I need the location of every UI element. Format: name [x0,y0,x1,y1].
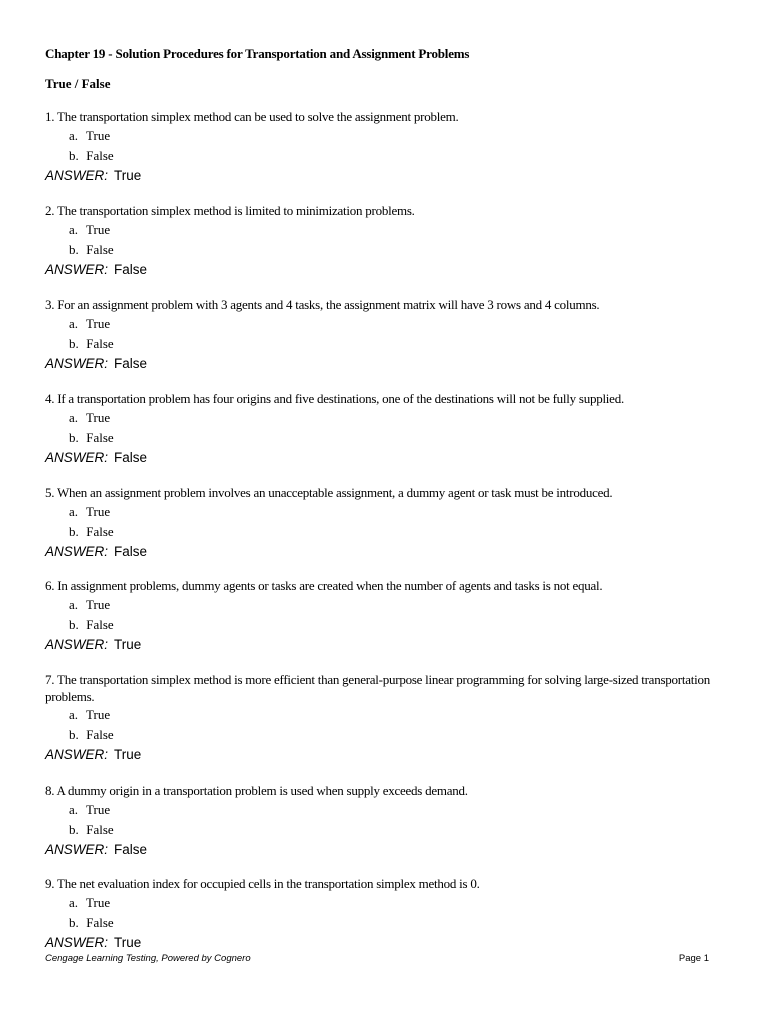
section-heading: True / False [45,76,111,91]
answer-label: ANSWER: [45,747,109,762]
answer-value: True [114,636,142,652]
option-b [69,913,725,933]
option-text: False [86,821,114,837]
option-text: False [86,241,114,257]
option-text: False [86,523,114,539]
answer-line [45,166,725,186]
option-letter: b. [69,727,79,742]
option-text: True [86,127,111,143]
option-letter: b. [69,241,79,257]
option-b [69,615,725,635]
option-b [69,428,725,448]
option-a [69,893,725,913]
answer-line [45,260,725,280]
option-a [69,408,725,428]
option-letter: a. [69,801,79,817]
answer-label: ANSWER: [45,167,109,183]
option-text: True [86,707,111,722]
option-letter: b. [69,914,79,930]
page-number: Page 1 [678,953,709,964]
option-letter: b. [69,335,79,351]
option-text: False [86,616,114,632]
option-a [69,502,725,522]
answer-label: ANSWER: [45,636,109,652]
answer-label: ANSWER: [45,449,109,465]
option-b [69,522,725,542]
option-text: True [86,801,111,817]
answer-label: ANSWER: [45,355,109,371]
question-5 [45,485,725,562]
option-letter: b. [69,147,79,163]
option-b [69,725,725,745]
page-footer [45,953,709,964]
question-2 [45,203,725,280]
question-1 [45,109,725,186]
option-text: False [86,335,114,351]
option-letter: a. [69,127,79,143]
option-text: False [86,914,114,930]
question-stem: 7. The transportation simplex method is more efficient than general-purpose linear programming for solving large-sized transportation problems. [45,672,710,704]
option-letter: b. [69,429,79,445]
answer-line [45,635,725,655]
answer-line [45,745,725,765]
option-a [69,314,725,334]
option-a [69,220,725,240]
answer-value: False [114,449,148,465]
option-letter: a. [69,221,79,237]
option-letter: b. [69,616,79,632]
option-text: True [86,596,111,612]
answer-value: False [114,543,148,559]
question-stem: 6. In assignment problems, dummy agents or tasks are created when the number of agents and tasks is not equal. [45,578,603,593]
option-b [69,820,725,840]
option-letter: a. [69,409,79,425]
question-stem: 9. The net evaluation index for occupied cells in the transportation simplex method is 0. [45,876,480,891]
option-text: True [86,221,111,237]
answer-value: True [114,167,142,183]
question-7 [45,672,725,765]
answer-value: False [114,261,148,277]
answer-line [45,840,725,860]
option-text: True [86,409,111,425]
question-stem: 8. A dummy origin in a transportation problem is used when supply exceeds demand. [45,783,468,798]
answer-value: False [114,355,148,371]
answer-label: ANSWER: [45,934,109,950]
option-b [69,146,725,166]
option-text: True [86,503,111,519]
option-letter: b. [69,821,79,837]
option-a [69,800,725,820]
answer-value: True [114,934,142,950]
answer-value: False [114,841,148,857]
option-b [69,334,725,354]
question-3 [45,297,725,374]
option-letter: a. [69,596,79,612]
question-6 [45,578,725,655]
option-letter: a. [69,503,79,519]
answer-line [45,354,725,374]
chapter-title: Chapter 19 - Solution Procedures for Transportation and Assignment Problems [45,46,470,61]
footer-publisher: Cengage Learning Testing, Powered by Cognero [45,953,251,964]
answer-line [45,542,725,562]
question-stem: 4. If a transportation problem has four origins and five destinations, one of the destinations will not be fully supplied. [45,391,624,406]
option-text: False [86,429,114,445]
answer-line [45,448,725,468]
question-8 [45,783,725,860]
option-a [69,126,725,146]
question-stem: 1. The transportation simplex method can be used to solve the assignment problem. [45,109,459,124]
option-text: True [86,315,111,331]
option-text: False [86,147,114,163]
question-stem: 3. For an assignment problem with 3 agents and 4 tasks, the assignment matrix will have 3 rows and 4 columns. [45,297,600,312]
option-letter: a. [69,707,79,722]
answer-label: ANSWER: [45,543,109,559]
option-b [69,240,725,260]
answer-label: ANSWER: [45,261,109,277]
option-text: False [86,727,114,742]
option-letter: a. [69,315,79,331]
answer-label: ANSWER: [45,841,109,857]
answer-value: True [114,747,142,762]
option-a [69,595,725,615]
question-stem: 5. When an assignment problem involves an unacceptable assignment, a dummy agent or task must be introduced. [45,485,613,500]
option-letter: a. [69,894,79,910]
question-4 [45,391,725,468]
answer-line [45,933,725,953]
option-letter: b. [69,523,79,539]
option-text: True [86,894,111,910]
question-stem: 2. The transportation simplex method is limited to minimization problems. [45,203,415,218]
option-a [69,705,725,725]
question-9 [45,876,725,953]
